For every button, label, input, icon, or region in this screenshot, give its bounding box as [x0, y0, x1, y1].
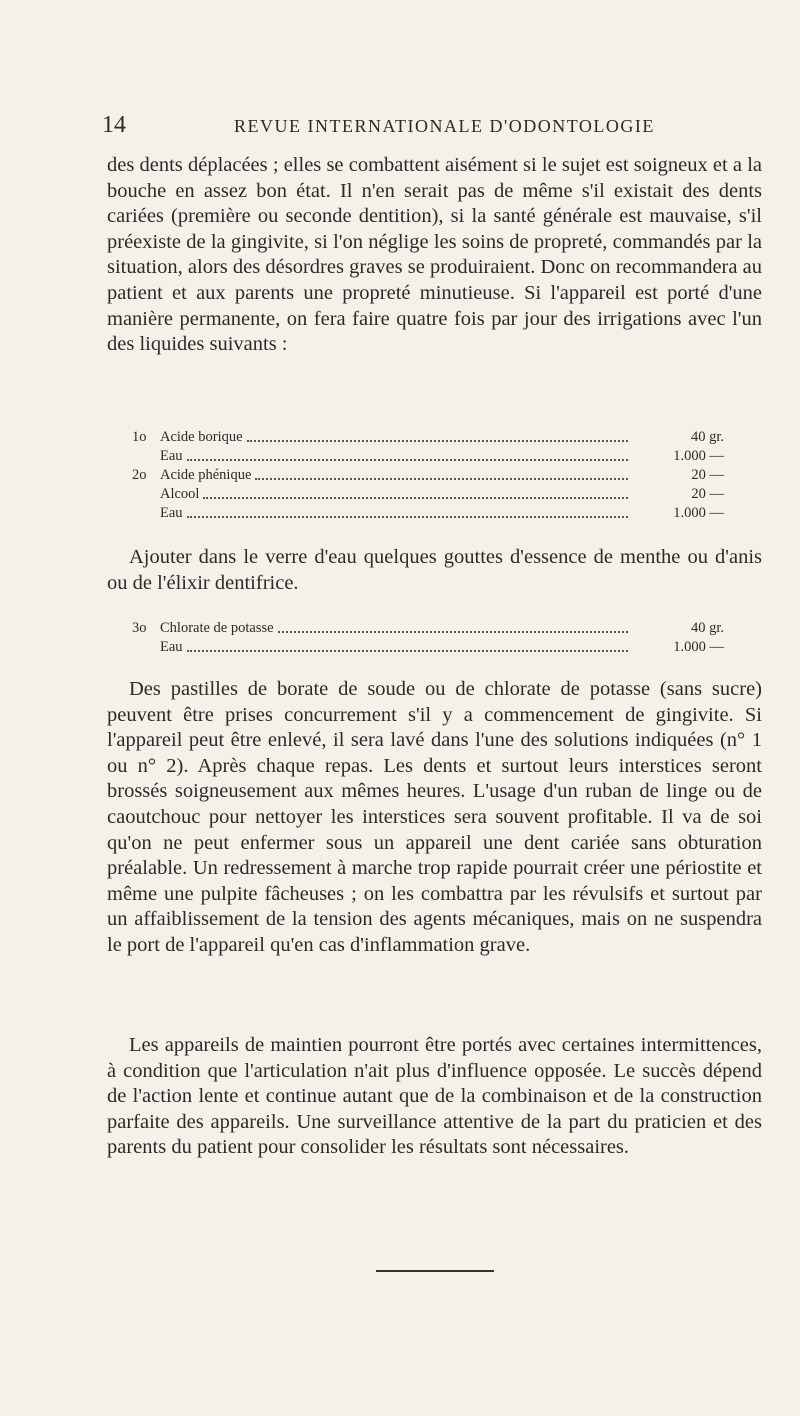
formula-number: 3o	[132, 620, 147, 636]
ingredient-name: Acide phénique	[160, 467, 252, 483]
ingredient-quantity: 40 gr.	[690, 429, 724, 445]
dot-leader	[187, 515, 628, 518]
ingredient-quantity: 20 —	[691, 467, 724, 483]
ingredient-quantity: 1.000 —	[673, 448, 724, 464]
ingredient-quantity: 1.000 —	[673, 505, 724, 521]
dot-leader	[247, 439, 628, 442]
ingredient-quantity: 20 —	[691, 486, 724, 502]
ingredient-name: Alcool	[160, 486, 200, 502]
formula-number: 2o	[132, 467, 147, 483]
ingredient-name: Eau	[160, 639, 183, 655]
formula-row	[132, 428, 724, 447]
page-header	[102, 112, 762, 142]
section-divider	[376, 1270, 494, 1272]
formula-row	[132, 504, 724, 523]
formula-list-2	[132, 619, 724, 657]
page-number: 14	[102, 112, 126, 138]
paragraph-2: Ajouter dans le verre d'eau quelques gouttes d'essence de menthe ou d'anis ou de l'élixir dentifrice.	[107, 546, 762, 594]
dot-leader	[203, 496, 628, 499]
formula-row	[132, 619, 724, 638]
ingredient-quantity: 1.000 —	[673, 639, 724, 655]
formula-row	[132, 638, 724, 657]
ingredient-name: Eau	[160, 448, 183, 464]
ingredient-quantity: 40 gr.	[690, 620, 724, 636]
formula-row	[132, 447, 724, 466]
formula-number: 1o	[132, 429, 147, 445]
ingredient-name: Chlorate de potasse	[160, 620, 274, 636]
running-title: REVUE INTERNATIONALE D'ODONTOLOGIE	[234, 116, 655, 136]
dot-leader	[255, 477, 628, 480]
dot-leader	[278, 630, 628, 633]
ingredient-name: Eau	[160, 505, 183, 521]
formula-row	[132, 466, 724, 485]
formula-list-1	[132, 428, 724, 523]
paragraph-1: des dents déplacées ; elles se combattent aisément si le sujet est soigneux et a la bouche en assez bon état. Il n'en serait pas de même s'il existait des dents cariées (première ou seconde dentition), si la santé générale est mauvaise, s'il préexiste de la gingivite, si l'on néglige les soins de propreté, commandés par la situation, alors des désordres graves se produiraient. Donc on recommandera au patient et aux parents une propreté minutieuse. Si l'appareil est porté d'une manière permanente, on fera faire quatre fois par jour des irrigations avec l'un des liquides suivants :	[107, 154, 762, 356]
paragraph-3: Des pastilles de borate de soude ou de chlorate de potasse (sans sucre) peuvent être prises concurrement s'il y a commencement de gingivite. Si l'appareil peut être enlevé, il sera lavé dans l'une des solutions indiquées (n° 1 ou n° 2). Après chaque repas. Les dents et surtout leurs interstices seront brossés soigneusement aux mêmes heures. L'usage d'un ruban de linge ou de caoutchouc pour nettoyer les interstices sera souvent profitable. Il va de soi qu'on ne peut enfermer sous un appareil une dent cariée sans obturation préalable. Un redressement à marche trop rapide pourrait créer une périostite et même une pulpite fâcheuses ; on les combattra par les révulsifs et surtout par un affaiblissement de la tension des agents mécaniques, mais on ne suspendra le port de l'appareil qu'en cas d'inflammation grave.	[107, 678, 762, 956]
ingredient-name: Acide borique	[160, 429, 243, 445]
paragraph-4: Les appareils de maintien pourront être portés avec certaines intermittences, à condition que l'articulation n'ait plus d'influence opposée. Le succès dépend de l'action lente et continue autant que de la combinaison et de la construction parfaite des appareils. Une surveillance attentive de la part du praticien et des parents du patient pour consolider les résultats sont nécessaires.	[107, 1034, 762, 1159]
formula-row	[132, 485, 724, 504]
dot-leader	[187, 649, 628, 652]
dot-leader	[187, 458, 628, 461]
